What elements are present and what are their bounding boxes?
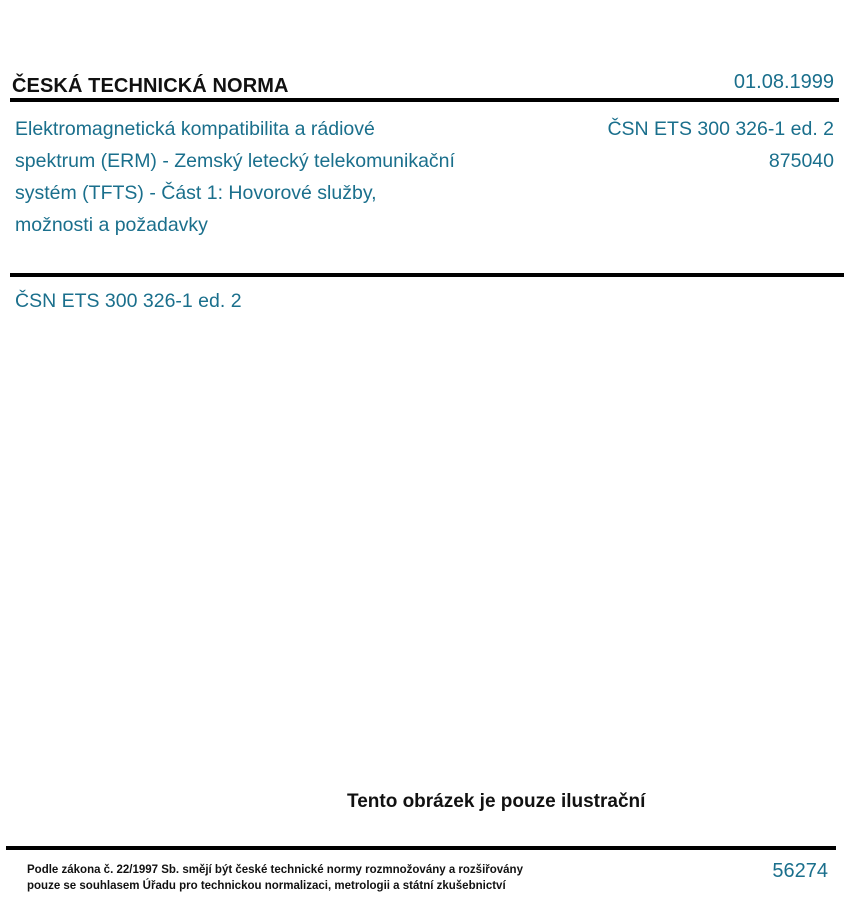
subject-line: spektrum (ERM) - Zemský letecký telekomunikační: [15, 150, 455, 172]
header-divider: [10, 98, 839, 102]
issue-date: 01.08.1999: [733, 71, 834, 93]
class-number: 875040: [768, 150, 834, 172]
section-divider: [10, 273, 844, 277]
subject-line: možnosti a požadavky: [15, 214, 208, 236]
standard-codes: [607, 113, 834, 177]
standard-designation: ČSN ETS 300 326-1 ed. 2: [607, 118, 834, 140]
legal-notice: [27, 862, 523, 894]
standard-subject: [15, 113, 535, 241]
document-reference: ČSN ETS 300 326-1 ed. 2: [15, 290, 242, 312]
footer-divider: [6, 846, 836, 850]
subject-line: Elektromagnetická kompatibilita a rádiové: [15, 118, 375, 140]
legal-line: Podle zákona č. 22/1997 Sb. smějí být české technické normy rozmnožovány a rozšiřovány: [27, 864, 523, 876]
subject-line: systém (TFTS) - Část 1: Hovorové služby,: [15, 182, 377, 204]
footer-number: 56274: [772, 860, 828, 882]
illustration-note: Tento obrázek je pouze ilustrační: [347, 791, 646, 812]
legal-line: pouze se souhlasem Úřadu pro technickou normalizaci, metrologii a státní zkušebnictví: [27, 880, 506, 892]
header-title: ČESKÁ TECHNICKÁ NORMA: [12, 75, 289, 97]
